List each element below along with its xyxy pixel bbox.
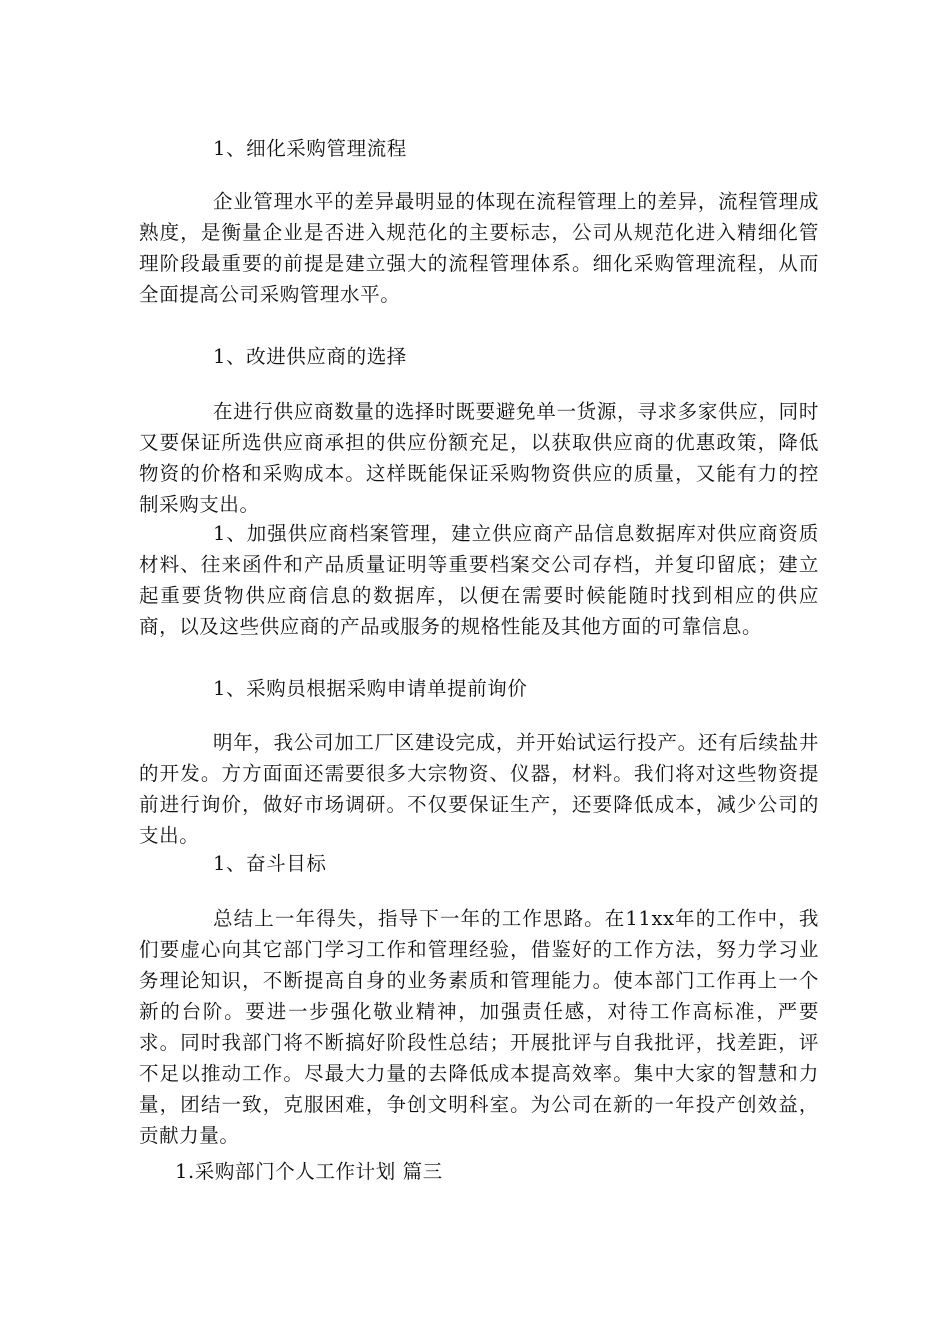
section-heading: 1、改进供应商的选择 [213, 345, 407, 368]
section-heading: 1、采购员根据采购申请单提前询价 [213, 677, 528, 700]
section-paragraph: 在进行供应商数量的选择时既要避免单一货源，寻求多家供应，同时又要保证所选供应商承担的供应份额充足，以获取供应商的优惠政策，降低物资的价格和采购成本。这样既能保证采购物资供应的质量，又能有力的控制采购支出。 [139, 400, 819, 516]
section-paragraph: 1、加强供应商档案管理，建立供应商产品信息数据库对供应商资质材料、往来函件和产品质量证明等重要档案交公司存档，并复印留底；建立起重要货物供应商信息的数据库，以便在需要时候能随时找到相应的供应商，以及这些供应商的产品或服务的规格性能及其他方面的可靠信息。 [139, 522, 819, 638]
section-paragraph: 企业管理水平的差异最明显的体现在流程管理上的差异，流程管理成熟度，是衡量企业是否进入规范化的主要标志，公司从规范化进入精细化管理阶段最重要的前提是建立强大的流程管理体系。细化采购管理流程，从而全面提高公司采购管理水平。 [139, 190, 819, 306]
section-paragraph: 总结上一年得失，指导下一年的工作思路。在11xx年的工作中，我们要虚心向其它部门学习工作和管理经验，借鉴好的工作方法，努力学习业务理论知识，不断提高自身的业务素质和管理能力。使本部门工作再上一个新的台阶。要进一步强化敬业精神，加强责任感，对待工作高标准，严要求。同时我部门将不断搞好阶段性总结；开展批评与自我批评，找差距，评不足以推动工作。尽最大力量的去降低成本提高效率。集中大家的智慧和力量，团结一致，克服困难，争创文明科室。为公司在新的一年投产创效益，贡献力量。 [139, 907, 819, 1147]
section-heading: 1、细化采购管理流程 [213, 137, 407, 160]
section-paragraph: 明年，我公司加工厂区建设完成，并开始试运行投产。还有后续盐井的开发。方方面面还需要很多大宗物资、仪器，材料。我们将对这些物资提前进行询价，做好市场调研。不仅要保证生产，还要降低成本，减少公司的支出。 [139, 731, 819, 847]
section-heading: 1、奋斗目标 [213, 852, 327, 875]
final-heading: 1.采购部门个人工作计划 篇三 [175, 1160, 443, 1183]
